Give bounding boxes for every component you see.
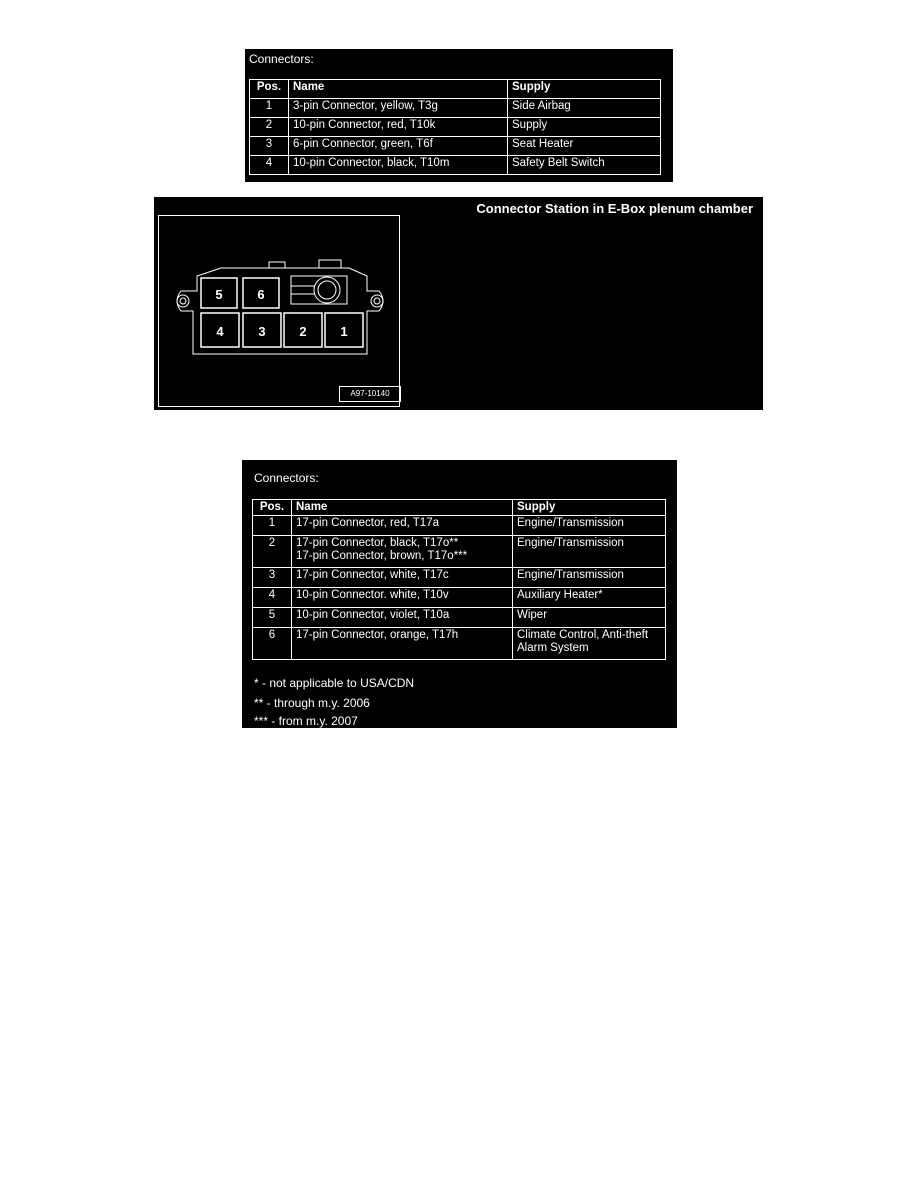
cell-name-line1: 17-pin Connector, black, T17o** [296,537,459,549]
cell-supply-line2: Alarm System [517,642,589,654]
slot-4 [201,313,239,347]
slot-2 [284,313,322,347]
slot-1 [325,313,363,347]
col-name-header: Name [289,80,508,99]
cell-supply-line1: Climate Control, Anti-theft [517,629,649,641]
table-row [253,516,666,536]
cell-name [292,536,513,568]
cell-pos: 6 [253,628,292,660]
cell-pos: 3 [253,568,292,588]
panel-title: Connectors: [254,471,319,485]
slot-label-1: 1 [340,324,348,339]
connectors-panel-2 [242,460,677,728]
cell-pos: 2 [253,536,292,568]
cell-supply [513,628,666,660]
cell-pos: 4 [253,588,292,608]
cell-name: 10-pin Connector, red, T10k [289,118,508,137]
cell-name: 10-pin Connector, black, T10m [289,156,508,175]
footnote-1: * - not applicable to USA/CDN [254,676,415,690]
table-row [250,137,661,156]
figure-code: A97-10140 [339,386,401,402]
cell-name: 10-pin Connector. white, T10v [292,588,513,608]
cell-pos: 2 [250,118,289,137]
col-name-header: Name [292,500,513,516]
cell-pos: 5 [253,608,292,628]
footnote-3: *** - from m.y. 2007 [254,714,358,728]
slot-6 [243,278,279,308]
col-supply-header: Supply [508,80,661,99]
slot-5 [201,278,237,308]
cell-supply: Side Airbag [508,99,661,118]
table-header-row [253,500,666,516]
slot-label-5: 5 [215,287,223,302]
cell-name: 17-pin Connector, white, T17c [292,568,513,588]
cell-name: 10-pin Connector, violet, T10a [292,608,513,628]
cell-name: 17-pin Connector, orange, T17h [292,628,513,660]
cell-pos: 1 [250,99,289,118]
cell-pos: 1 [253,516,292,536]
table-header-row [250,80,661,99]
col-supply-header: Supply [513,500,666,516]
table-row [253,588,666,608]
table-row [253,628,666,660]
cell-supply: Engine/Transmission [513,536,666,568]
cell-supply: Engine/Transmission [513,516,666,536]
connectors-table-1 [249,79,661,175]
cell-name: 3-pin Connector, yellow, T3g [289,99,508,118]
slot-3 [243,313,281,347]
cell-name: 17-pin Connector, red, T17a [292,516,513,536]
table-row [250,118,661,137]
table-row [250,99,661,118]
cell-name-line2: 17-pin Connector, brown, T17o*** [296,550,468,562]
table-row [253,608,666,628]
slot-label-2: 2 [299,324,307,339]
cell-supply: Auxiliary Heater* [513,588,666,608]
cell-supply: Wiper [513,608,666,628]
slot-label-3: 3 [258,324,266,339]
station-title: Connector Station in E-Box plenum chamber [476,201,753,216]
connector-station-drawing [159,216,399,406]
table-row [253,568,666,588]
cell-supply: Supply [508,118,661,137]
cell-pos: 3 [250,137,289,156]
connectors-table-2 [252,499,666,660]
col-pos-header: Pos. [253,500,292,516]
footnote-2: ** - through m.y. 2006 [254,696,370,710]
connector-station-panel [154,197,763,410]
panel-title: Connectors: [249,52,314,66]
cell-name: 6-pin Connector, green, T6f [289,137,508,156]
slot-label-6: 6 [257,287,265,302]
connector-diagram [158,215,400,407]
table-row [253,536,666,568]
table-row [250,156,661,175]
cell-pos: 4 [250,156,289,175]
cell-supply: Safety Belt Switch [508,156,661,175]
connectors-panel-1 [245,49,673,182]
cell-supply: Seat Heater [508,137,661,156]
col-pos-header: Pos. [250,80,289,99]
cell-supply: Engine/Transmission [513,568,666,588]
slot-label-4: 4 [216,324,224,339]
